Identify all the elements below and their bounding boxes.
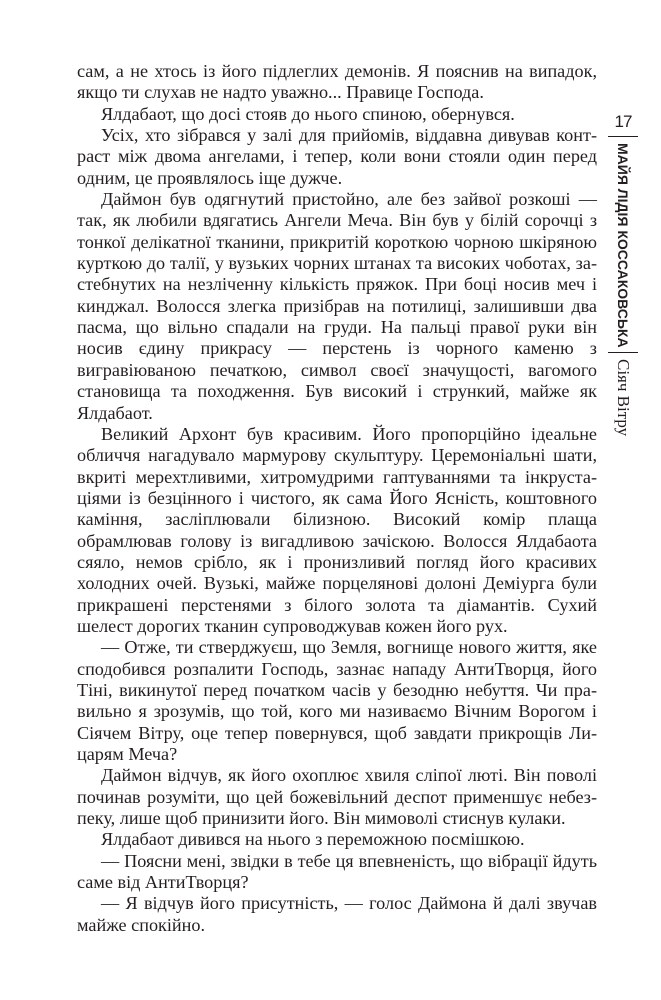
paragraph: Усіх, хто зібрався у залі для прийомів, віддавна дивував контраст між двома ангелами, і тепер, коли вони стояли один перед одним, це проявлялось іще дужче. bbox=[77, 125, 597, 188]
paragraph: Великий Архонт був красивим. Його пропорційно ідеальне обличчя нагадувало мармурову скульптуру. Церемоніальні шати, вкриті мерехтливими, хитромудрими гаптуваннями та інкрустаціями із безцінного і чистого, як сама Його Ясність, коштовного каміння, засліплювали білизною. Високий комір плаща обрамлював голову із вигадливою зачіскою. Волосся Ялдабаота сяяло, немов срібло, як і пронизливий погляд його красивих холодних очей. Вузькі, майже порцелянові долоні Деміурга були прикрашені перстенями з білого золота та діамантів. Сухий шелест дорогих тканин супроводжував кожен його рух. bbox=[77, 423, 597, 636]
running-head bbox=[606, 112, 640, 436]
paragraph: сам, а не хтось із його підлеглих демонів. Я пояснив на випадок, якщо ти слухав не надто уважно... Правице Господа. bbox=[77, 61, 597, 103]
paragraph: — Я відчув його присутність, — голос Даймона й далі звучав майже спокійно. bbox=[77, 893, 597, 935]
paragraph: Ялдабаот, що досі стояв до нього спиною, обернувся. bbox=[101, 103, 515, 124]
paragraph: Даймон відчув, як його охоплює хвиля сліпої люті. Він поволі починав розуміти, що цей божевільний деспот применшує небезпеку, лише щоб принизити його. Він мимоволі стиснув кулаки. bbox=[77, 765, 597, 829]
running-head-book-title: Сіяч Вітру bbox=[614, 358, 633, 436]
page-body-text bbox=[77, 61, 597, 936]
header-divider bbox=[608, 352, 638, 353]
paragraph: Ялдабаот дивився на нього з переможною посмішкою. bbox=[101, 829, 525, 850]
paragraph: Даймон був одягнутий пристойно, але без зайвої розкоші — так, як любили вдягатись Ангели Меча. Він був у білій сорочці з тонкої делікатної тканини, прикритій короткою чорною шкіряною курткою до талії, у вузьких чорних штанах та високих чоботах, застебнутих на незліченну кількість пряжок. При боці носив меч і кинджал. Волосся злегка призібрав на потилиці, залишивши два пасма, що вільно спадали на груди. На пальці правої руки він носив єдину прикрасу — перстень із чорного каменю з вигравіюваною печаткою, символ своєї значущості, вагомого становища та походження. Був високий і стрункий, майже як Ялдабаот. bbox=[77, 189, 597, 423]
paragraph: — Поясни мені, звідки в тебе ця впевненість, що вібрації йдуть саме від АнтиТворця? bbox=[77, 850, 597, 893]
header-rule bbox=[608, 136, 638, 137]
page-number: 17 bbox=[614, 112, 632, 131]
paragraph: — Отже, ти стверджуєш, що Земля, вогнище нового життя, яке сподобився розпалити Господь, зазнає нападу АнтиТворця, його Тіні, викинутої перед початком часів у безодню небуття. Чи правильно я зрозумів, що той, кого ми називаємо Вічним Ворогом і Сіячем Вітру, оце тепер повернувся, щоб завдати прикрощів Лицарям Меча? bbox=[77, 637, 597, 764]
running-head-author: МАЙЯ ЛІДІЯ КОССАКОВСЬКА bbox=[615, 143, 631, 348]
